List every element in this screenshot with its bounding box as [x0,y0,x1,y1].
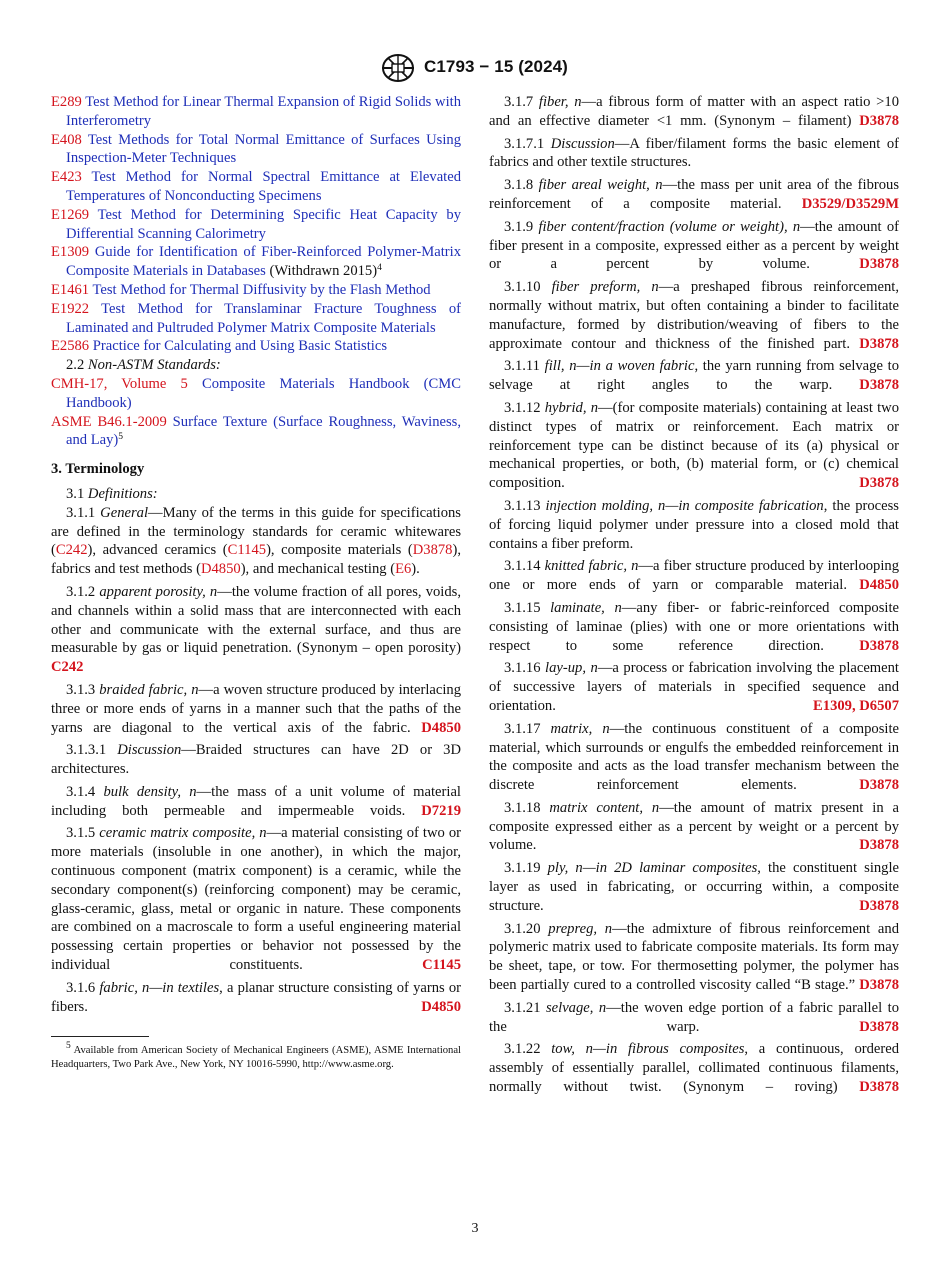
source-reference [859,474,899,493]
reference-code-e1309[interactable]: E1309 [51,244,90,261]
definition-term: knitted fabric, n [544,558,639,575]
source-reference [802,195,899,214]
non-astm-heading: 2.2 Non-ASTM Standards: [66,357,221,374]
definition-text: —the amount of fiber present in a composite, expressed either as a percent by weight or a percent by volume. [489,218,899,273]
source-link-d7219[interactable]: D7219 [421,802,461,819]
link-d3878[interactable]: D3878 [412,542,453,559]
reference-code-cmh-17-volume-5[interactable]: CMH-17, Volume 5 [51,375,188,392]
definition-term: matrix, n [550,720,610,737]
general-definition: 3.1.1 General—Many of the terms in this guide for specifications are defined in the terminology standards for ceramic whitewares (C242), advanced ceramics (C1145), composite materials (D3878), fabrics and test methods (D4850), and mechanical testing (E6). [51,504,461,578]
source-link-d3878[interactable]: D3878 [859,1018,899,1035]
definition-3-1-16 [489,659,899,715]
definitions-heading: 3.1 Definitions: [66,485,158,502]
definition-term: Discussion [117,742,182,759]
definitions-left [51,583,461,1017]
definition-number: 3.1.3 [66,681,96,698]
source-link-d4850[interactable]: D4850 [421,998,461,1015]
definition-text: —the volume fraction of all pores, voids, and channels within a solid mass that are interconnected with each other and communicate with the external surface, and thus are measurable by gas or liquid penetration. (Synonym – open porosity) [51,583,461,657]
definition-text: —A fiber/filament forms the basic element of fabrics and other textile structures. [489,135,899,171]
source-reference [859,976,899,995]
source-link-d3878[interactable]: D3878 [859,1079,899,1096]
definition-text: —a preshaped fibrous reinforcement, normally without matrix, but often containing a binder to facilitate manufacture, formed by distribution/weaving of fibers to the approximate contour and thickness of the finished part. [489,279,899,352]
link-c242[interactable]: C242 [55,542,88,559]
definition-text: , the yarn running from selvage to selvage at right angles to the warp. [489,358,899,394]
definition-3-1-8 [489,176,899,214]
reference-item [51,337,461,356]
definition-term: matrix content, n [549,799,660,816]
link-c1145[interactable]: C1145 [227,542,267,559]
source-link-d3878[interactable]: D3878 [859,637,899,654]
definition-term: prepreg, n [548,920,613,937]
definition-text: , a planar structure consisting of yarns or fibers. [51,979,462,1015]
reference-item [51,300,461,338]
source-reference [859,255,899,274]
definition-3-1-18 [489,799,899,855]
definition-number: 3.1.13 [504,497,541,514]
source-link-d4850[interactable]: D4850 [859,577,899,594]
reference-item [51,93,461,131]
definition-number: 3.1.22 [504,1041,541,1058]
reference-code-e1269[interactable]: E1269 [51,206,90,223]
source-link-d3878[interactable]: D3878 [859,777,899,794]
reference-title[interactable]: Test Method for Thermal Diffusivity by the Flash Method [92,281,431,298]
reference-item [51,168,461,206]
reference-code-e2586[interactable]: E2586 [51,338,90,355]
definition-number: 3.1.14 [504,558,541,575]
reference-item [51,413,461,451]
source-reference [51,658,83,677]
definition-number: 3.1.7.1 [504,135,545,152]
source-reference [422,956,461,975]
definition-text: —the amount of matrix present in a composite expressed either as a percent by weight or a percent by volume. [489,799,899,854]
definition-3-1-7 [489,93,899,131]
definition-text: , the process of forcing liquid polymer under pressure into a closed mold that contains a fiber preform. [489,497,899,552]
source-link-d3878[interactable]: D3878 [859,112,899,129]
definition-3-1-6 [51,979,461,1017]
definition-3-1-3 [51,681,461,737]
link-d4850[interactable]: D4850 [200,561,241,578]
definition-number: 3.1.19 [504,860,541,877]
reference-code-e289[interactable]: E289 [51,94,82,110]
definition-number: 3.1.16 [504,660,541,677]
source-link-c1145[interactable]: C1145 [422,957,461,974]
reference-title[interactable]: Surface Texture (Surface Roughness, Waviness, and Lay) [66,413,461,449]
section-heading: 3. Terminology [51,461,145,478]
definition-3-1-22 [489,1040,899,1096]
definition-term: fiber, n [538,94,582,110]
definition-number: 3.1.6 [66,979,96,996]
definition-text: —(for composite materials) containing at least two distinct types of matrix or reinforcement. Each matrix or reinforcement type can be distinct because of its (a) physical or mechanical properties, or both, (b) material form, or (c) chemical composition. [489,399,899,492]
definition-term: fabric, n—in textiles [99,979,220,996]
definition-number: 3.1.3.1 [66,742,107,759]
reference-title[interactable]: Guide for Identification of Fiber-Reinforced Polymer-Matrix Composite Materials in Databases [66,244,461,280]
definition-number: 3.1.20 [504,920,541,937]
source-link-d3878[interactable]: D3878 [859,977,899,994]
definition-text: —Braided structures can have 2D or 3D architectures. [51,742,461,778]
non-astm-reference-list [51,375,461,450]
definition-3-1-21 [489,999,899,1037]
definition-number: 3.1.9 [504,218,534,235]
footnote-marker: 4 [377,263,382,274]
definition-3-1-19 [489,859,899,915]
source-reference [421,802,461,821]
definition-term: Discussion [550,135,615,152]
reference-code-e408[interactable]: E408 [51,131,82,148]
definition-number: 3.1.15 [504,599,541,616]
definition-number: 3.1.21 [504,999,541,1016]
source-link-e1309[interactable]: E1309, [813,697,860,714]
source-link-d3878[interactable]: D3878 [859,377,900,394]
reference-item [51,281,461,300]
source-reference [859,335,899,354]
definition-number: 3.1.18 [504,799,541,816]
definition-term: lay-up, n [545,660,598,677]
page-header [0,52,950,84]
definition-3-1-13 [489,497,899,553]
definition-number: 3.1.5 [66,825,96,842]
source-reference [859,897,899,916]
reference-title[interactable]: Test Method for Normal Spectral Emittance at Elevated Temperatures of Nonconducting Specimens [66,169,461,204]
source-reference [421,998,461,1017]
source-reference [859,576,899,595]
definition-number: 3.1.7 [504,94,534,110]
definition-term: fiber content/fraction (volume or weight), n [538,218,801,235]
reference-title[interactable]: Test Method for Translaminar Fracture Toughness of Laminated and Pultruded Polymer Matrix Composite Materials [66,300,461,336]
reference-code-asme-b46-1-2009[interactable]: ASME B46.1-2009 [51,413,167,430]
source-link-d3878[interactable]: D3878 [859,837,899,854]
source-reference [859,376,899,395]
footnote-divider [51,1036,149,1037]
definition-text: —the mass per unit area of the fibrous reinforcement of a composite material. [489,177,900,212]
source-link-d3878[interactable]: D3878 [859,256,900,273]
definition-3-1-14 [489,557,899,595]
source-link-d4850[interactable]: D4850 [421,719,461,736]
definition-term: hybrid, n [544,399,599,416]
definition-number: 3.1.12 [504,399,541,416]
definition-3-1-5 [51,824,461,974]
definition-term: laminate, n [550,599,622,616]
reference-title[interactable]: Practice for Calculating and Using Basic Statistics [92,338,388,355]
source-reference [859,112,899,131]
footnote-marker: 5 [118,432,124,443]
reference-title[interactable]: Composite Materials Handbook (CMC Handbook) [66,375,461,411]
definition-3-1-2 [51,583,461,677]
source-link-d3878[interactable]: D3878 [859,335,899,352]
definition-text: , a continuous, ordered assembly of essentially parallel, collimated continuous filaments, normally without twist. (Synonym – roving) [489,1041,900,1096]
definition-3-1-12 [489,399,899,493]
definition-term: fiber areal weight, n [538,177,663,194]
definition-3-1-11 [489,357,899,395]
right-column [489,93,899,1101]
definition-text: —the admixture of fibrous reinforcement and polymeric matrix used to fabricate composite materials. Its form may be sheet, tape, or tow. For thermosetting polymer, the polymer has been partially cured to a controlled viscosity called “B stage.” [489,920,899,994]
source-reference [859,836,899,855]
source-reference [421,719,461,738]
reference-code-e423[interactable]: E423 [51,169,82,186]
source-reference [859,776,899,795]
definition-3-1-7-1 [489,135,899,173]
definition-term: ply, n—in 2D laminar composites [547,860,758,877]
reference-note: (Withdrawn 2015) [265,263,378,280]
left-column [51,93,461,1071]
source-reference [813,697,899,716]
definition-term: bulk density, n [103,783,197,800]
reference-item [51,375,461,413]
source-link-d3878[interactable]: D3878 [859,475,899,492]
definition-text: —a woven structure produced by interlacing three or more ends of yarns in a manner such that the paths of the yarns are diagonal to the vertical axis of the fabric. [51,681,461,736]
source-link-d6507[interactable]: D6507 [859,697,899,714]
definition-number: 3.1.17 [504,720,541,737]
definition-3-1-15 [489,599,899,655]
reference-title[interactable]: Test Methods for Total Normal Emittance of Surfaces Using Inspection-Meter Techniques [66,131,461,167]
definition-term: ceramic matrix composite, n [99,825,267,842]
definition-number: 3.1.10 [504,279,541,296]
definition-text: —the woven edge portion of a fabric parallel to the warp. [489,999,899,1035]
definition-text: —a fibrous form of matter with an aspect ratio >10 and an effective diameter <1 mm. (Synonym – filament) [489,94,900,129]
definition-3-1-3-1 [51,741,461,779]
definition-number: 3.1.8 [504,177,534,194]
reference-code-e1922[interactable]: E1922 [51,300,90,317]
definition-term: braided fabric, n [99,681,199,698]
definition-term: injection molding, n—in composite fabrication [545,497,824,514]
definition-3-1-20 [489,920,899,995]
definition-text: —a process or fabrication involving the placement of successive layers of materials in specified sequence and orientation. [489,660,899,714]
reference-title[interactable]: Test Method for Determining Specific Heat Capacity by Differential Scanning Calorimetry [66,206,461,242]
definition-3-1-9 [489,218,899,274]
source-link-d3878[interactable]: D3878 [859,897,899,914]
definition-text: —a fiber structure produced by interlooping one or more ends of yarn or comparable material. [489,558,899,594]
definition-term: apparent porosity, n [99,583,218,600]
reference-item [51,206,461,244]
definition-text: , the constituent single layer as used in fabricating, or occurring within, a composite structure. [489,860,900,914]
link-e6[interactable]: E6 [395,561,412,578]
definition-number: 3.1.2 [66,583,96,600]
definition-text: —any fiber- or fabric-reinforced composite consisting of laminae (plies) with one or more orientations with respect to some reference direction. [489,599,899,654]
source-link-d3529-d3529m[interactable]: D3529/D3529M [801,195,899,212]
definition-term: fill, n—in a woven fabric [544,358,695,375]
reference-item [51,243,461,281]
reference-list [51,93,461,356]
definition-text: —a material consisting of two or more materials (insoluble in one another), in which the major, continuous component (matrix component) is a ceramic, while the secondary component(s) (reinforcing component) may be ceramic, glass-ceramic, glass, metal or organic in nature. These components are combined on a macroscale to form a useful engineering material possessing certain properties or behavior not possessed by the individual constituents. [51,825,462,974]
source-link-c242[interactable]: C242 [51,659,84,676]
definition-3-1-10 [489,278,899,353]
footnote: $^5$ Available from American Society of Mechanical Engineers (ASME), ASME International Headquarters, Two Park Ave., New York, NY 10016-5990, http://www.asme.org. [51,1041,461,1070]
definition-term: fiber preform, n [551,279,659,296]
source-reference [859,1018,899,1037]
astm-logo-icon [378,52,418,84]
definition-number: 3.1.11 [504,358,540,375]
reference-title[interactable]: Test Method for Linear Thermal Expansion of Rigid Solids with Interferometry [66,94,461,129]
standard-designation: C1793 − 15 (2024) [424,57,568,76]
definition-text: —the continuous constituent of a composite material, which surrounds or engulfs the embedded reinforcement in the composite and acts as the load transfer mechanism between the discrete reinforcement elements. [489,720,899,794]
definition-number: 3.1.4 [66,783,96,800]
definition-text: —the mass of a unit volume of material including both permeable and impermeable voids. [51,783,461,819]
source-reference [859,637,899,656]
definition-term: selvage, n [545,999,607,1016]
definition-term: tow, n—in fibrous composites [551,1041,745,1058]
definitions-right [489,93,899,1097]
reference-item [51,131,461,169]
source-reference [859,1078,899,1097]
reference-code-e1461[interactable]: E1461 [51,281,90,298]
page-number: 3 [471,1221,479,1236]
definition-3-1-17 [489,720,899,795]
definition-3-1-4 [51,783,461,821]
